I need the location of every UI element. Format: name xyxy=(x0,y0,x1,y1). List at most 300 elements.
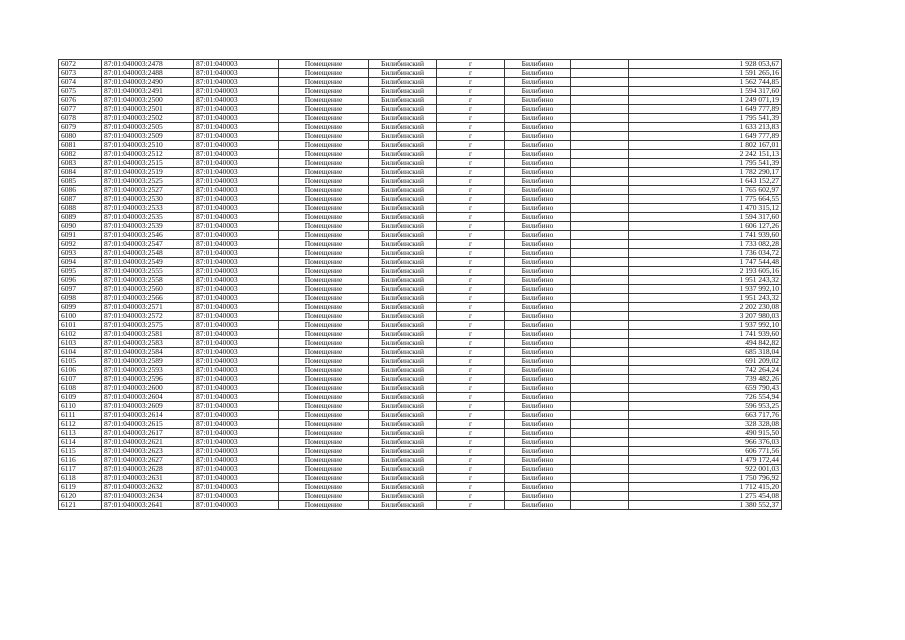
cadastral-number: 87:01:040003:2627 xyxy=(102,456,194,465)
table-row xyxy=(59,159,782,168)
table-row xyxy=(59,375,782,384)
cadastral-number: 87:01:040003:2491 xyxy=(102,87,194,96)
cadastral-number: 87:01:040003:2558 xyxy=(102,276,194,285)
cadastral-value: 2 193 605,16 xyxy=(629,267,782,276)
settlement-name: Билибино xyxy=(505,501,571,510)
object-type: Помещение xyxy=(279,159,369,168)
cadastral-block: 87:01:040003 xyxy=(194,141,279,150)
settlement-kind: г xyxy=(437,411,505,420)
row-number: 6113 xyxy=(59,429,102,438)
settlement-name: Билибино xyxy=(505,240,571,249)
row-number: 6077 xyxy=(59,105,102,114)
cadastral-number: 87:01:040003:2621 xyxy=(102,438,194,447)
cadastral-value: 1 470 315,12 xyxy=(629,204,782,213)
district-name: Билибинский xyxy=(369,447,437,456)
cadastral-value: 1 741 939,60 xyxy=(629,231,782,240)
cadastral-number: 87:01:040003:2519 xyxy=(102,168,194,177)
cadastral-number: 87:01:040003:2560 xyxy=(102,285,194,294)
settlement-kind: г xyxy=(437,303,505,312)
row-number: 6098 xyxy=(59,294,102,303)
settlement-kind: г xyxy=(437,177,505,186)
table-row xyxy=(59,114,782,123)
table-row xyxy=(59,447,782,456)
settlement-name: Билибино xyxy=(505,294,571,303)
cadastral-block: 87:01:040003 xyxy=(194,177,279,186)
cadastral-block: 87:01:040003 xyxy=(194,96,279,105)
table-row xyxy=(59,69,782,78)
empty-cell xyxy=(571,285,629,294)
settlement-kind: г xyxy=(437,456,505,465)
table-row xyxy=(59,501,782,510)
row-number: 6110 xyxy=(59,402,102,411)
settlement-kind: г xyxy=(437,258,505,267)
table-row xyxy=(59,429,782,438)
cadastral-value: 691 209,02 xyxy=(629,357,782,366)
table-row xyxy=(59,150,782,159)
settlement-kind: г xyxy=(437,312,505,321)
settlement-kind: г xyxy=(437,393,505,402)
cadastral-number: 87:01:040003:2584 xyxy=(102,348,194,357)
cadastral-value: 1 795 541,39 xyxy=(629,114,782,123)
cadastral-value: 966 376,03 xyxy=(629,438,782,447)
district-name: Билибинский xyxy=(369,213,437,222)
cadastral-number: 87:01:040003:2575 xyxy=(102,321,194,330)
district-name: Билибинский xyxy=(369,420,437,429)
cadastral-number: 87:01:040003:2614 xyxy=(102,411,194,420)
cadastral-block: 87:01:040003 xyxy=(194,69,279,78)
cadastral-value: 1 249 071,19 xyxy=(629,96,782,105)
cadastral-number: 87:01:040003:2505 xyxy=(102,123,194,132)
cadastral-block: 87:01:040003 xyxy=(194,501,279,510)
row-number: 6099 xyxy=(59,303,102,312)
empty-cell xyxy=(571,456,629,465)
settlement-kind: г xyxy=(437,294,505,303)
cadastral-block: 87:01:040003 xyxy=(194,195,279,204)
settlement-name: Билибино xyxy=(505,474,571,483)
settlement-kind: г xyxy=(437,285,505,294)
settlement-name: Билибино xyxy=(505,438,571,447)
settlement-kind: г xyxy=(437,69,505,78)
table-row xyxy=(59,96,782,105)
cadastral-block: 87:01:040003 xyxy=(194,105,279,114)
settlement-kind: г xyxy=(437,267,505,276)
empty-cell xyxy=(571,420,629,429)
cadastral-number: 87:01:040003:2589 xyxy=(102,357,194,366)
cadastral-block: 87:01:040003 xyxy=(194,213,279,222)
district-name: Билибинский xyxy=(369,438,437,447)
empty-cell xyxy=(571,267,629,276)
empty-cell xyxy=(571,366,629,375)
row-number: 6118 xyxy=(59,474,102,483)
cadastral-number: 87:01:040003:2615 xyxy=(102,420,194,429)
object-type: Помещение xyxy=(279,195,369,204)
district-name: Билибинский xyxy=(369,177,437,186)
object-type: Помещение xyxy=(279,483,369,492)
district-name: Билибинский xyxy=(369,294,437,303)
settlement-kind: г xyxy=(437,213,505,222)
settlement-name: Билибино xyxy=(505,96,571,105)
settlement-kind: г xyxy=(437,87,505,96)
district-name: Билибинский xyxy=(369,375,437,384)
object-type: Помещение xyxy=(279,393,369,402)
settlement-name: Билибино xyxy=(505,87,571,96)
cadastral-value: 1 606 127,26 xyxy=(629,222,782,231)
cadastral-block: 87:01:040003 xyxy=(194,285,279,294)
empty-cell xyxy=(571,276,629,285)
settlement-kind: г xyxy=(437,366,505,375)
empty-cell xyxy=(571,87,629,96)
table-row xyxy=(59,285,782,294)
table-row xyxy=(59,78,782,87)
object-type: Помещение xyxy=(279,231,369,240)
cadastral-block: 87:01:040003 xyxy=(194,303,279,312)
row-number: 6096 xyxy=(59,276,102,285)
row-number: 6105 xyxy=(59,357,102,366)
cadastral-value: 1 795 541,39 xyxy=(629,159,782,168)
empty-cell xyxy=(571,123,629,132)
table-row xyxy=(59,276,782,285)
cadastral-value: 663 717,76 xyxy=(629,411,782,420)
object-type: Помещение xyxy=(279,465,369,474)
empty-cell xyxy=(571,222,629,231)
table-row xyxy=(59,321,782,330)
settlement-name: Билибино xyxy=(505,159,571,168)
cadastral-value: 739 482,26 xyxy=(629,375,782,384)
district-name: Билибинский xyxy=(369,483,437,492)
object-type: Помещение xyxy=(279,105,369,114)
row-number: 6116 xyxy=(59,456,102,465)
table-row xyxy=(59,60,782,69)
cadastral-number: 87:01:040003:2641 xyxy=(102,501,194,510)
cadastral-number: 87:01:040003:2530 xyxy=(102,195,194,204)
table-row xyxy=(59,258,782,267)
settlement-kind: г xyxy=(437,96,505,105)
row-number: 6108 xyxy=(59,384,102,393)
table-row xyxy=(59,141,782,150)
empty-cell xyxy=(571,411,629,420)
object-type: Помещение xyxy=(279,78,369,87)
settlement-name: Билибино xyxy=(505,384,571,393)
row-number: 6112 xyxy=(59,420,102,429)
cadastral-number: 87:01:040003:2488 xyxy=(102,69,194,78)
settlement-name: Билибино xyxy=(505,258,571,267)
district-name: Билибинский xyxy=(369,168,437,177)
empty-cell xyxy=(571,105,629,114)
settlement-name: Билибино xyxy=(505,366,571,375)
object-type: Помещение xyxy=(279,375,369,384)
empty-cell xyxy=(571,186,629,195)
district-name: Билибинский xyxy=(369,393,437,402)
settlement-name: Билибино xyxy=(505,402,571,411)
empty-cell xyxy=(571,132,629,141)
table-row xyxy=(59,366,782,375)
row-number: 6120 xyxy=(59,492,102,501)
settlement-name: Билибино xyxy=(505,231,571,240)
district-name: Билибинский xyxy=(369,60,437,69)
empty-cell xyxy=(571,393,629,402)
settlement-kind: г xyxy=(437,321,505,330)
settlement-kind: г xyxy=(437,375,505,384)
table-row xyxy=(59,483,782,492)
cadastral-block: 87:01:040003 xyxy=(194,87,279,96)
cadastral-value: 490 915,50 xyxy=(629,429,782,438)
settlement-kind: г xyxy=(437,447,505,456)
object-type: Помещение xyxy=(279,132,369,141)
cadastral-block: 87:01:040003 xyxy=(194,159,279,168)
object-type: Помещение xyxy=(279,258,369,267)
empty-cell xyxy=(571,321,629,330)
cadastral-value: 1 775 664,55 xyxy=(629,195,782,204)
object-type: Помещение xyxy=(279,321,369,330)
cadastral-block: 87:01:040003 xyxy=(194,186,279,195)
cadastral-number: 87:01:040003:2593 xyxy=(102,366,194,375)
settlement-name: Билибино xyxy=(505,141,571,150)
table-row xyxy=(59,294,782,303)
object-type: Помещение xyxy=(279,492,369,501)
cadastral-number: 87:01:040003:2634 xyxy=(102,492,194,501)
settlement-kind: г xyxy=(437,60,505,69)
cadastral-block: 87:01:040003 xyxy=(194,312,279,321)
settlement-name: Билибино xyxy=(505,285,571,294)
cadastral-block: 87:01:040003 xyxy=(194,438,279,447)
cadastral-number: 87:01:040003:2509 xyxy=(102,132,194,141)
object-type: Помещение xyxy=(279,249,369,258)
row-number: 6076 xyxy=(59,96,102,105)
cadastral-number: 87:01:040003:2515 xyxy=(102,159,194,168)
row-number: 6092 xyxy=(59,240,102,249)
settlement-kind: г xyxy=(437,186,505,195)
object-type: Помещение xyxy=(279,420,369,429)
object-type: Помещение xyxy=(279,114,369,123)
row-number: 6114 xyxy=(59,438,102,447)
settlement-name: Билибино xyxy=(505,213,571,222)
cadastral-value: 606 771,56 xyxy=(629,447,782,456)
cadastral-number: 87:01:040003:2500 xyxy=(102,96,194,105)
cadastral-block: 87:01:040003 xyxy=(194,357,279,366)
cadastral-value: 1 479 172,44 xyxy=(629,456,782,465)
district-name: Билибинский xyxy=(369,366,437,375)
district-name: Билибинский xyxy=(369,105,437,114)
cadastral-value: 742 264,24 xyxy=(629,366,782,375)
settlement-kind: г xyxy=(437,474,505,483)
table-row xyxy=(59,195,782,204)
table-row xyxy=(59,249,782,258)
settlement-name: Билибино xyxy=(505,303,571,312)
cadastral-block: 87:01:040003 xyxy=(194,60,279,69)
settlement-kind: г xyxy=(437,249,505,258)
settlement-kind: г xyxy=(437,141,505,150)
district-name: Билибинский xyxy=(369,222,437,231)
cadastral-block: 87:01:040003 xyxy=(194,294,279,303)
cadastral-number: 87:01:040003:2628 xyxy=(102,465,194,474)
empty-cell xyxy=(571,114,629,123)
settlement-kind: г xyxy=(437,330,505,339)
settlement-name: Билибино xyxy=(505,393,571,402)
table-row xyxy=(59,438,782,447)
empty-cell xyxy=(571,447,629,456)
district-name: Билибинский xyxy=(369,123,437,132)
cadastral-value: 1 594 317,60 xyxy=(629,87,782,96)
property-register-table xyxy=(58,59,782,510)
cadastral-value: 1 782 290,17 xyxy=(629,168,782,177)
table-row xyxy=(59,474,782,483)
object-type: Помещение xyxy=(279,60,369,69)
district-name: Билибинский xyxy=(369,456,437,465)
cadastral-block: 87:01:040003 xyxy=(194,276,279,285)
object-type: Помещение xyxy=(279,330,369,339)
row-number: 6094 xyxy=(59,258,102,267)
object-type: Помещение xyxy=(279,69,369,78)
cadastral-block: 87:01:040003 xyxy=(194,222,279,231)
cadastral-block: 87:01:040003 xyxy=(194,366,279,375)
empty-cell xyxy=(571,258,629,267)
settlement-name: Билибино xyxy=(505,60,571,69)
object-type: Помещение xyxy=(279,213,369,222)
district-name: Билибинский xyxy=(369,249,437,258)
cadastral-block: 87:01:040003 xyxy=(194,258,279,267)
cadastral-number: 87:01:040003:2535 xyxy=(102,213,194,222)
cadastral-value: 1 802 167,01 xyxy=(629,141,782,150)
settlement-kind: г xyxy=(437,276,505,285)
cadastral-number: 87:01:040003:2623 xyxy=(102,447,194,456)
cadastral-number: 87:01:040003:2631 xyxy=(102,474,194,483)
cadastral-value: 328 328,08 xyxy=(629,420,782,429)
district-name: Билибинский xyxy=(369,231,437,240)
settlement-name: Билибино xyxy=(505,69,571,78)
empty-cell xyxy=(571,330,629,339)
empty-cell xyxy=(571,159,629,168)
empty-cell xyxy=(571,384,629,393)
empty-cell xyxy=(571,339,629,348)
cadastral-value: 1 562 744,85 xyxy=(629,78,782,87)
settlement-name: Билибино xyxy=(505,150,571,159)
cadastral-number: 87:01:040003:2502 xyxy=(102,114,194,123)
cadastral-value: 3 207 980,03 xyxy=(629,312,782,321)
settlement-kind: г xyxy=(437,438,505,447)
row-number: 6093 xyxy=(59,249,102,258)
cadastral-value: 659 790,43 xyxy=(629,384,782,393)
empty-cell xyxy=(571,60,629,69)
object-type: Помещение xyxy=(279,285,369,294)
empty-cell xyxy=(571,213,629,222)
cadastral-value: 1 633 213,83 xyxy=(629,123,782,132)
empty-cell xyxy=(571,240,629,249)
cadastral-number: 87:01:040003:2549 xyxy=(102,258,194,267)
row-number: 6090 xyxy=(59,222,102,231)
object-type: Помещение xyxy=(279,303,369,312)
row-number: 6084 xyxy=(59,168,102,177)
row-number: 6101 xyxy=(59,321,102,330)
table-row xyxy=(59,213,782,222)
object-type: Помещение xyxy=(279,474,369,483)
cadastral-number: 87:01:040003:2490 xyxy=(102,78,194,87)
row-number: 6075 xyxy=(59,87,102,96)
cadastral-block: 87:01:040003 xyxy=(194,492,279,501)
table-row xyxy=(59,168,782,177)
settlement-kind: г xyxy=(437,465,505,474)
table-row xyxy=(59,240,782,249)
district-name: Билибинский xyxy=(369,204,437,213)
object-type: Помещение xyxy=(279,96,369,105)
settlement-name: Билибино xyxy=(505,375,571,384)
cadastral-number: 87:01:040003:2539 xyxy=(102,222,194,231)
cadastral-value: 1 275 454,08 xyxy=(629,492,782,501)
cadastral-number: 87:01:040003:2617 xyxy=(102,429,194,438)
settlement-name: Билибино xyxy=(505,357,571,366)
cadastral-block: 87:01:040003 xyxy=(194,339,279,348)
district-name: Билибинский xyxy=(369,240,437,249)
object-type: Помещение xyxy=(279,267,369,276)
table-row xyxy=(59,87,782,96)
settlement-kind: г xyxy=(437,114,505,123)
cadastral-value: 1 937 992,10 xyxy=(629,321,782,330)
table-row xyxy=(59,456,782,465)
settlement-name: Билибино xyxy=(505,447,571,456)
settlement-kind: г xyxy=(437,105,505,114)
row-number: 6081 xyxy=(59,141,102,150)
district-name: Билибинский xyxy=(369,339,437,348)
table-row xyxy=(59,231,782,240)
object-type: Помещение xyxy=(279,501,369,510)
table-row xyxy=(59,204,782,213)
empty-cell xyxy=(571,303,629,312)
row-number: 6103 xyxy=(59,339,102,348)
cadastral-number: 87:01:040003:2525 xyxy=(102,177,194,186)
cadastral-value: 1 649 777,89 xyxy=(629,132,782,141)
district-name: Билибинский xyxy=(369,267,437,276)
district-name: Билибинский xyxy=(369,96,437,105)
settlement-kind: г xyxy=(437,348,505,357)
empty-cell xyxy=(571,312,629,321)
cadastral-block: 87:01:040003 xyxy=(194,168,279,177)
settlement-name: Билибино xyxy=(505,177,571,186)
row-number: 6087 xyxy=(59,195,102,204)
row-number: 6086 xyxy=(59,186,102,195)
settlement-kind: г xyxy=(437,195,505,204)
settlement-kind: г xyxy=(437,150,505,159)
settlement-kind: г xyxy=(437,402,505,411)
empty-cell xyxy=(571,348,629,357)
empty-cell xyxy=(571,357,629,366)
settlement-name: Билибино xyxy=(505,483,571,492)
empty-cell xyxy=(571,375,629,384)
settlement-name: Билибино xyxy=(505,186,571,195)
cadastral-value: 1 736 034,72 xyxy=(629,249,782,258)
row-number: 6119 xyxy=(59,483,102,492)
cadastral-block: 87:01:040003 xyxy=(194,474,279,483)
cadastral-block: 87:01:040003 xyxy=(194,249,279,258)
empty-cell xyxy=(571,492,629,501)
settlement-name: Билибино xyxy=(505,465,571,474)
district-name: Билибинский xyxy=(369,195,437,204)
cadastral-number: 87:01:040003:2571 xyxy=(102,303,194,312)
cadastral-block: 87:01:040003 xyxy=(194,384,279,393)
table-row xyxy=(59,384,782,393)
settlement-kind: г xyxy=(437,384,505,393)
row-number: 6091 xyxy=(59,231,102,240)
cadastral-number: 87:01:040003:2478 xyxy=(102,60,194,69)
cadastral-number: 87:01:040003:2572 xyxy=(102,312,194,321)
settlement-name: Билибино xyxy=(505,312,571,321)
cadastral-value: 2 242 151,13 xyxy=(629,150,782,159)
cadastral-value: 922 001,03 xyxy=(629,465,782,474)
cadastral-value: 1 951 243,32 xyxy=(629,294,782,303)
settlement-kind: г xyxy=(437,132,505,141)
row-number: 6104 xyxy=(59,348,102,357)
cadastral-block: 87:01:040003 xyxy=(194,348,279,357)
row-number: 6078 xyxy=(59,114,102,123)
cadastral-number: 87:01:040003:2566 xyxy=(102,294,194,303)
